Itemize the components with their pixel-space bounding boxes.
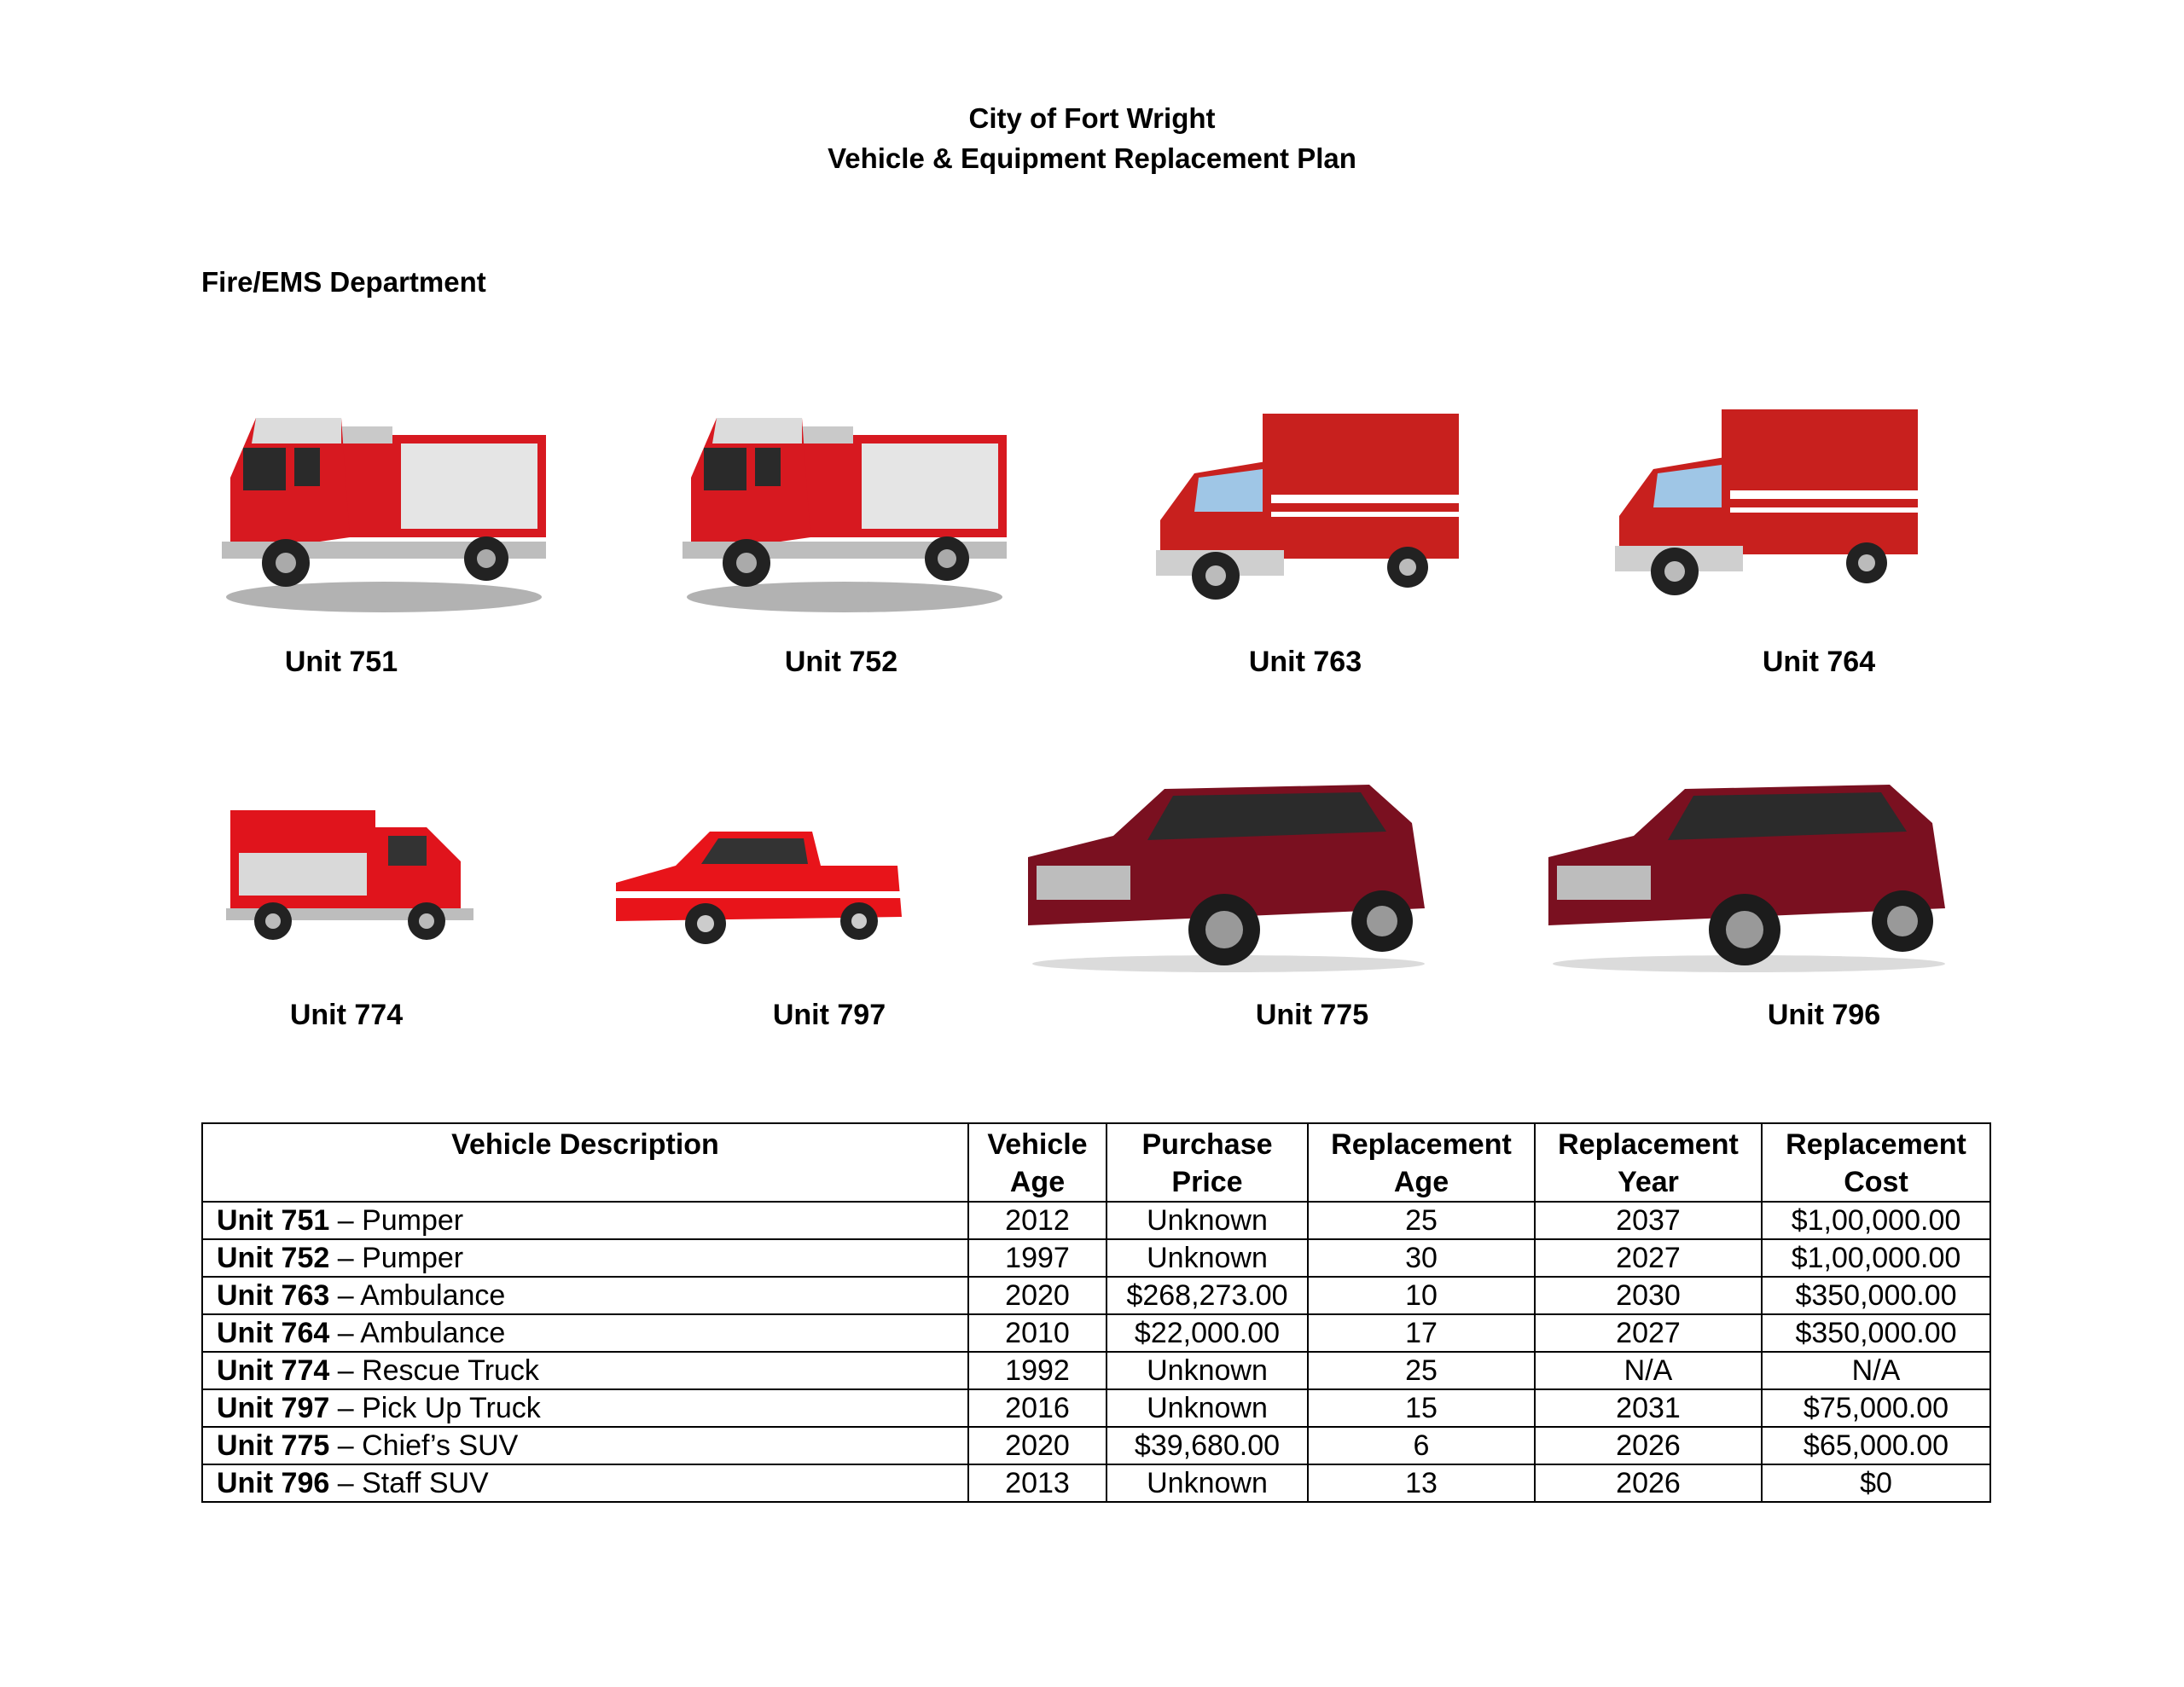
- replacement-age-cell: 17: [1308, 1314, 1535, 1352]
- table-row: [202, 1464, 1990, 1502]
- vehicle-description-cell: Unit 763 – Ambulance: [202, 1277, 968, 1314]
- unit-764-caption: Unit 764: [1762, 646, 1876, 678]
- header-vehicle-description: Vehicle Description: [202, 1123, 968, 1202]
- document-title: City of Fort Wright: [968, 102, 1216, 134]
- replacement-plan-table: [201, 1122, 1991, 1503]
- replacement-year-cell: 2026: [1535, 1464, 1762, 1502]
- replacement-age-cell: 30: [1308, 1239, 1535, 1277]
- purchase-price-cell: Unknown: [1107, 1389, 1308, 1427]
- unit-796-caption: Unit 796: [1767, 999, 1881, 1031]
- replacement-cost-cell: $350,000.00: [1762, 1277, 1990, 1314]
- replacement-cost-cell: N/A: [1762, 1352, 1990, 1389]
- replacement-year-cell: 2027: [1535, 1239, 1762, 1277]
- replacement-cost-cell: $0: [1762, 1464, 1990, 1502]
- vehicle-description-cell: Unit 764 – Ambulance: [202, 1314, 968, 1352]
- replacement-cost-cell: $350,000.00: [1762, 1314, 1990, 1352]
- replacement-cost-cell: $1,00,000.00: [1762, 1239, 1990, 1277]
- replacement-year-cell: 2026: [1535, 1427, 1762, 1464]
- document-subtitle: Vehicle & Equipment Replacement Plan: [828, 142, 1356, 174]
- header-purchase-price: Purchase Price: [1107, 1123, 1308, 1202]
- vehicle-age-cell: 2016: [968, 1389, 1107, 1427]
- vehicle-age-cell: 2020: [968, 1277, 1107, 1314]
- vehicle-description-cell: Unit 775 – Chief’s SUV: [202, 1427, 968, 1464]
- unit-775-caption: Unit 775: [1255, 999, 1369, 1031]
- purchase-price-cell: $268,273.00: [1107, 1277, 1308, 1314]
- table-row: [202, 1389, 1990, 1427]
- replacement-year-cell: 2037: [1535, 1202, 1762, 1239]
- purchase-price-cell: Unknown: [1107, 1239, 1308, 1277]
- replacement-age-cell: 13: [1308, 1464, 1535, 1502]
- purchase-price-cell: Unknown: [1107, 1202, 1308, 1239]
- purchase-price-cell: Unknown: [1107, 1464, 1308, 1502]
- unit-764-photo: [1594, 388, 1952, 644]
- unit-752-caption: Unit 752: [784, 646, 898, 678]
- table-row: [202, 1352, 1990, 1389]
- vehicle-description-cell: Unit 751 – Pumper: [202, 1202, 968, 1239]
- replacement-year-cell: 2030: [1535, 1277, 1762, 1314]
- vehicle-age-cell: 2010: [968, 1314, 1107, 1352]
- table-row: [202, 1427, 1990, 1464]
- unit-774-caption: Unit 774: [289, 999, 404, 1031]
- purchase-price-cell: $39,680.00: [1107, 1427, 1308, 1464]
- header-vehicle-age: Vehicle Age: [968, 1123, 1107, 1202]
- unit-751-photo: [205, 384, 563, 640]
- replacement-age-cell: 15: [1308, 1389, 1535, 1427]
- replacement-cost-cell: $1,00,000.00: [1762, 1202, 1990, 1239]
- replacement-age-cell: 6: [1308, 1427, 1535, 1464]
- table-row: [202, 1277, 1990, 1314]
- vehicle-age-cell: 1997: [968, 1239, 1107, 1277]
- unit-775-photo: [1019, 763, 1378, 1019]
- vehicle-description-cell: Unit 774 – Rescue Truck: [202, 1352, 968, 1389]
- replacement-year-cell: 2031: [1535, 1389, 1762, 1427]
- replacement-cost-cell: $65,000.00: [1762, 1427, 1990, 1464]
- replacement-age-cell: 25: [1308, 1202, 1535, 1239]
- vehicle-description-cell: Unit 752 – Pumper: [202, 1239, 968, 1277]
- unit-763-photo: [1135, 392, 1493, 648]
- vehicle-age-cell: 1992: [968, 1352, 1107, 1389]
- table-header-row: [202, 1123, 1990, 1202]
- purchase-price-cell: $22,000.00: [1107, 1314, 1308, 1352]
- table-row: [202, 1202, 1990, 1239]
- vehicle-description-cell: Unit 796 – Staff SUV: [202, 1464, 968, 1502]
- unit-796-photo: [1540, 763, 1898, 1019]
- vehicle-age-cell: 2013: [968, 1464, 1107, 1502]
- replacement-year-cell: 2027: [1535, 1314, 1762, 1352]
- table-row: [202, 1239, 1990, 1277]
- replacement-age-cell: 10: [1308, 1277, 1535, 1314]
- unit-763-caption: Unit 763: [1248, 646, 1362, 678]
- table-row: [202, 1314, 1990, 1352]
- vehicle-age-cell: 2012: [968, 1202, 1107, 1239]
- header-replacement-year: Replacement Year: [1535, 1123, 1762, 1202]
- header-replacement-age: Replacement Age: [1308, 1123, 1535, 1202]
- unit-797-caption: Unit 797: [772, 999, 886, 1031]
- unit-751-caption: Unit 751: [284, 646, 398, 678]
- unit-752-photo: [665, 384, 1024, 640]
- replacement-cost-cell: $75,000.00: [1762, 1389, 1990, 1427]
- replacement-age-cell: 25: [1308, 1352, 1535, 1389]
- purchase-price-cell: Unknown: [1107, 1352, 1308, 1389]
- replacement-year-cell: N/A: [1535, 1352, 1762, 1389]
- vehicle-description-cell: Unit 797 – Pick Up Truck: [202, 1389, 968, 1427]
- header-replacement-cost: Replacement Cost: [1762, 1123, 1990, 1202]
- department-heading: Fire/EMS Department: [201, 266, 486, 298]
- vehicle-age-cell: 2020: [968, 1427, 1107, 1464]
